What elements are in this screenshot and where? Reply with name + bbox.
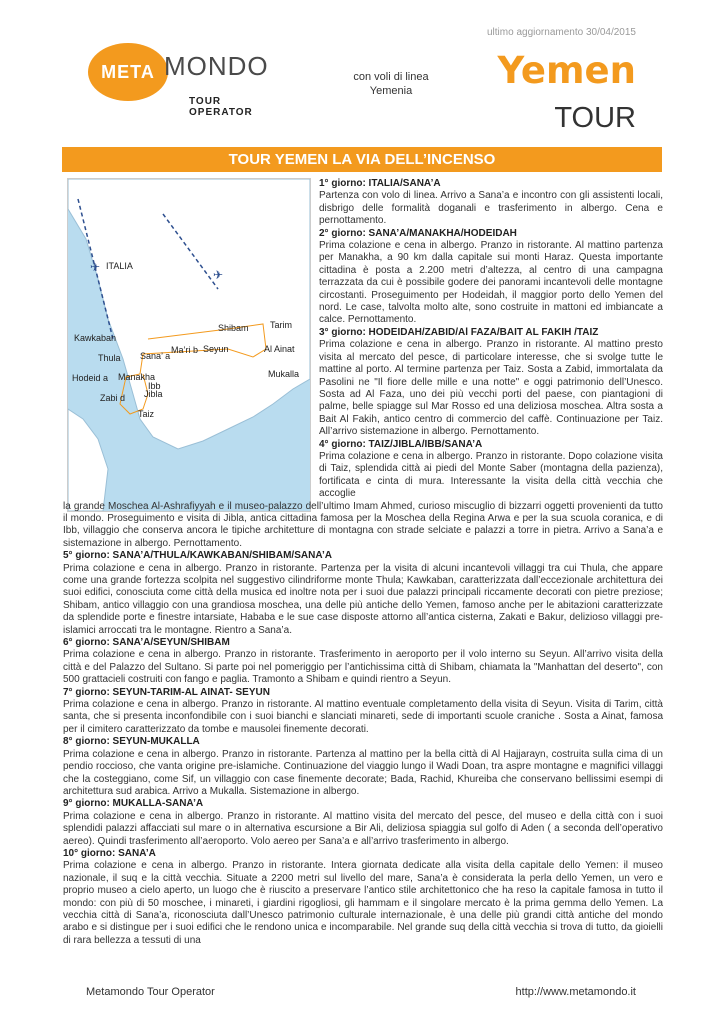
flights-info [336, 70, 446, 98]
day-title: 9° giorno: MUKALLA-SANA’A [63, 798, 204, 810]
plane-icon: ✈ [90, 260, 101, 274]
day-9 [63, 798, 663, 848]
destination-title: Yemen [497, 49, 636, 92]
day-title: 10° giorno: SANA’A [63, 847, 156, 859]
last-update: ultimo aggiornamento 30/04/2015 [487, 27, 636, 38]
flights-line-2: Yemenia [369, 85, 413, 97]
itinerary [63, 178, 663, 947]
day-5 [63, 550, 663, 637]
map-label-kawkaban: Kawkaban [74, 333, 117, 343]
day-title: 4° giorno: TAIZ/JIBLA/IBB/SANA’A [319, 438, 483, 450]
day-title: 7° giorno: SEYUN-TARIM-AL AINAT- SEYUN [63, 686, 270, 698]
day-10 [63, 848, 663, 947]
logo-subtitle: TOUR OPERATOR [189, 96, 253, 118]
map-label-ibb: Ibb [148, 381, 161, 391]
map-label-al-ainat: Al Ainat [264, 344, 295, 354]
day-text: Partenza con volo di linea. Arrivo a Sana’a e incontro con gli assistenti locali, disbrigo delle formalità doganali e trasferimento in albergo. Cena e pernottamento. [319, 190, 663, 227]
map-label-manakha: Manakha [118, 372, 156, 382]
day-text: Prima colazione e cena in albergo. Pranzo in ristorante. Partenza per la visita di alcuni incantevoli villaggi tra cui Thula, che appare come una grande fortezza scolpita nel suggestivo cilindriforme monte Thula; Kawkaban, caratterizzata dall’eccezionale architettura dei suoi edifici, conosciuta come città della musica ed inoltre nota per i suoi due palazzi principali riccamente decorati con pietre preziose; Shibam, antico villaggio con una grandiosa moschea, una delle più antiche dello Yemen, famoso anche per le abitazioni caratterizzate da splendide porte e finestre intarsiate, Hababa e le sue case disposte attorno all’antica cisterna, Zakati e Bakur, delizioso villaggi pre-islamici arroccati tra le montagne. Rientro a Sana’a. [63, 562, 663, 636]
day-text: Prima colazione e cena in albergo. Pranzo in ristorante. Intera giornata dedicate alla visita della capitale dello Yemen: il museo nazionale, il suq e la città vecchia. Situate a 2200 metri sul livello del mare, Sana’a è considerata la perla dello Yemen, un vero e proprio museo a cielo aperto, un luogo che è riuscito a preservare l’antico stile architettonico che ha reso la capitale famosa in tutto il mondo: con più di 50 moschee, i minareti, i giardini rigogliosi, gli hammam e il singolare mercato è la prima gemma dello Yemen. La vecchia città di Sana’a, riconosciuta dall’Unesco patrimonio culturale internazionale, è una delle più grandi città antiche del mondo arabo e si distingue per i suoi edifici che le rendono unica e incomparabile. Nel grande suq della città vecchia si trova di tutto, da gioielli di rara bellezza a tessuti di una [63, 860, 663, 946]
day-title: 5° giorno: SANA’A/THULA/KAWKABAN/SHIBAM/SANA’A [63, 550, 332, 562]
company-logo [88, 43, 288, 118]
day-title: 6° giorno: SANA’A/SEYUN/SHIBAM [63, 637, 230, 649]
logo-meta: META [88, 43, 168, 101]
day-title: 3° giorno: HODEIDAH/ZABID/Al FAZA/BAIT AL FAKIH /TAIZ [319, 326, 599, 338]
map-label-tarim: Tarim [270, 320, 292, 330]
map-label-marib: Ma’ri b [171, 345, 199, 355]
logo-mondo: MONDO [164, 51, 269, 81]
day-text: Prima colazione e cena in albergo. Pranzo in ristorante. Al mattino visita del mercato del pesce, del museo e della città con i suoi splendidi palazzi affacciati sul mare o in alternativa escursione a Bir Ali, deliziosa spiaggia sul golfo di Aden ( a seconda dell’operativo aereo). Quindi trasferimento all’aeroporto. Volo aereo per Sana’a e all’arrivo trasferimento in albergo. [63, 810, 663, 847]
map-label-sanaa: Sana’ a [140, 351, 171, 361]
day-1 [63, 178, 663, 228]
map-label-jibla: Jibla [144, 389, 163, 399]
day-3 [63, 327, 663, 439]
map-label-mukalla: Mukalla [268, 369, 300, 379]
day-text: Prima colazione e cena in albergo. Pranzo in ristorante. Partenza al mattino per la bella città di Al Hajjarayn, costruita sulla cima di un pendio roccioso, che vanta origine pre-islamiche. Continuazione del viaggio lungo il Wadi Doan, tra aspre montagne e magnifici villaggi che la costeggiano, come Sif, un villaggio con case finemente decorate; Bada, Rachid, Khureiba che conservano bellissimi esempi di architettura sud arabica. Arrivo a Mukalla. Sistemazione in albergo. [63, 748, 663, 797]
day-4 [63, 439, 663, 551]
tour-label: TOUR [554, 102, 636, 134]
day-title: 2° giorno: SANA’A/MANAKHA/HODEIDAH [319, 227, 517, 239]
map-label-shibam: Shibam [218, 323, 249, 333]
day-8 [63, 736, 663, 798]
map-label-hodeida: Hodeid a [72, 373, 109, 383]
tour-title-banner: TOUR YEMEN LA VIA DELL’INCENSO [62, 147, 662, 172]
map-label-thula: Thula [98, 353, 121, 363]
map-label-seyun: Seyun [203, 344, 229, 354]
day-text: Prima colazione e cena in albergo. Pranzo in ristorante. Al mattino partenza per Manakha, a 90 km dalla capitale sui monti Haraz. Questa importante cittadina è posta a 2.200 metri d’altezza, al centro di una campagna terrazzata da cui è possibile godere dei panorami incantevoli delle montagne circostanti. Proseguimento per Hodeidah, il maggior porto dello Yemen del nord. Le case, talvolta molto alte, sono costruite in mattoni ed imbiancate a calce. Pernottamento. [319, 240, 663, 326]
footer-url[interactable]: http://www.metamondo.it [515, 986, 636, 998]
map-label-italia: ITALIA [106, 261, 133, 271]
day-7 [63, 687, 663, 737]
day-title: 8° giorno: SEYUN-MUKALLA [63, 736, 200, 748]
day-text: Prima colazione e cena in albergo. Pranzo in ristorante. Al mattino presto visita al mercato del pesce, di particolare interesse, che si svolge tutte le mattine al porto. Al termine partenza per Taiz. Sosta a Zabid, immortalata da Pasolini ne "Il fiore delle mille e una notte" e oggi patrimonio dell’Unesco. Sosta ad Al Faza, uno dei più vecchi porti del paese, con piantagioni di palme, belle spiagge sul Mar Rosso ed una deliziosa moschea. Altra sosta a Bait Al Fakih, antico centro di commercio del caffè. Continuazione per Taiz. All’arrivo sistemazione in albergo. Pernottamento. [319, 339, 663, 438]
plane-icon: ✈ [213, 268, 224, 282]
footer-company: Metamondo Tour Operator [86, 986, 215, 998]
map-label-zabid: Zabi d [100, 393, 126, 403]
day-text: la grande Moschea Al-Ashrafiyyah e il museo-palazzo dell’ultimo Imam Ahmed, curioso miscuglio di bizzarri oggetti provenienti da tutto il mondo. Proseguimento e visita di Jibla, antica cittadina famosa per la Moschea della Regina Arwa e per la sua scuola coranica, e di Ibb, villaggio che conserva ancora le tipiche architetture di montagna con strade selciate e palazzi a torre in pietra. Arrivo a Sana’a e sistemazione in albergo. Pernottamento. [63, 500, 663, 549]
day-title: 1° giorno: ITALIA/SANA’A [319, 178, 441, 189]
day-2 [63, 228, 663, 327]
day-6 [63, 637, 663, 687]
day-text: Prima colazione e cena in albergo. Pranzo in ristorante. Al mattino eventuale completamento della visita di Seyun. Visita di Tarim, città santa, che si presenta inconfondibile con i suoi bianchi e slanciati minareti, sede di importanti scuole craniche . Sosta a Ainat, famosa per il cimitero caratterizzato da tombe e mausolei finemente decorati. [63, 699, 663, 735]
day-text: Prima colazione e cena in albergo. Pranzo in ristorante. Trasferimento in aeroporto per il volo interno su Seyun. All’arrivo visita della città e del Palazzo del Sultano. Si parte poi nel pomeriggio per l’antichissima città di Shibam, chiamata la "Manhattan del deserto", con 500 grattacieli costruiti con fango e paglia. Tramonto a Shibam e quindi rientro a Seyun. [63, 649, 663, 686]
flights-line-1: con voli di linea [353, 71, 429, 83]
day-text-part: Prima colazione e cena in albergo. Pranzo in ristorante. Dopo colazione visita di Taiz, splendida città ai piedi del Monte Saber (montagna della pazienza), fortificata e cinta di mura. Interessante la visita della città vecchia che accoglie [319, 450, 663, 500]
map-label-taiz: Taiz [138, 409, 155, 419]
